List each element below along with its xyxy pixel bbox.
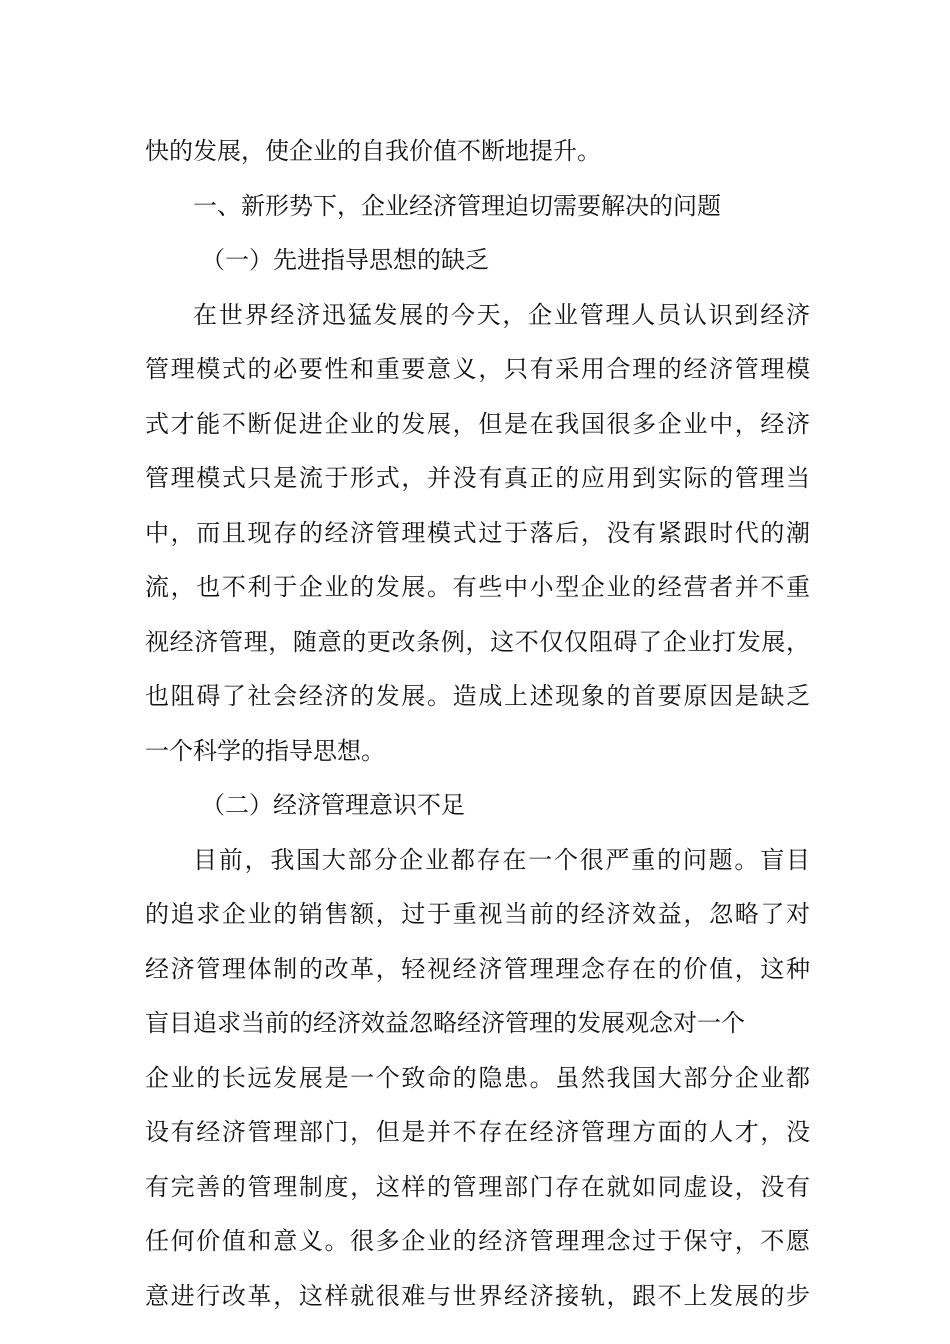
- text-line: 有完善的管理制度，这样的管理部门存在就如同虚设，没有: [145, 1172, 810, 1201]
- text-line: 设有经济管理部门，但是并不存在经济管理方面的人才，没: [145, 1118, 810, 1146]
- document-body: [145, 124, 810, 1323]
- text-line: 流，也不利于企业的发展。有些中小型企业的经营者并不重: [145, 573, 810, 601]
- text-line: 中，而且现存的经济管理模式过于落后，没有紧跟时代的潮: [145, 518, 810, 547]
- text-line: 快的发展，使企业的自我价值不断地提升。: [145, 137, 601, 165]
- text-line: 式才能不断促进企业的发展，但是在我国很多企业中，经济: [145, 409, 810, 438]
- text-line: （一）先进指导思想的缺乏: [201, 246, 489, 274]
- text-line: 经济管理体制的改革，轻视经济管理理念存在的价值，这种: [145, 954, 810, 983]
- text-line: （二）经济管理意识不足: [201, 791, 465, 819]
- text-line: 管理模式的必要性和重要意义，只有采用合理的经济管理模: [145, 355, 810, 383]
- text-line: 目前，我国大部分企业都存在一个很严重的问题。盲目: [193, 845, 810, 874]
- text-line: 一个科学的指导思想。: [145, 736, 385, 765]
- text-line: 管理模式只是流于形式，并没有真正的应用到实际的管理当: [145, 464, 810, 492]
- text-line: 一、新形势下，企业经济管理迫切需要解决的问题: [193, 191, 721, 220]
- text-line: 盲目追求当前的经济效益忽略经济管理的发展观念对一个: [145, 1009, 745, 1037]
- text-line: 意进行改革，这样就很难与世界经济接轨，跟不上发展的步: [145, 1281, 810, 1310]
- text-line: 在世界经济迅猛发展的今天，企业管理人员认识到经济: [193, 300, 810, 329]
- text-line: 企业的长远发展是一个致命的隐患。虽然我国大部分企业都: [145, 1063, 810, 1092]
- text-line: 视经济管理，随意的更改条例，这不仅仅阻碍了企业打发展，: [145, 627, 810, 656]
- text-line: 也阻碍了社会经济的发展。造成上述现象的首要原因是缺乏: [145, 682, 810, 710]
- text-line: 的追求企业的销售额，过于重视当前的经济效益，忽略了对: [145, 900, 810, 928]
- text-line: 任何价值和意义。很多企业的经济管理理念过于保守，不愿: [145, 1227, 810, 1255]
